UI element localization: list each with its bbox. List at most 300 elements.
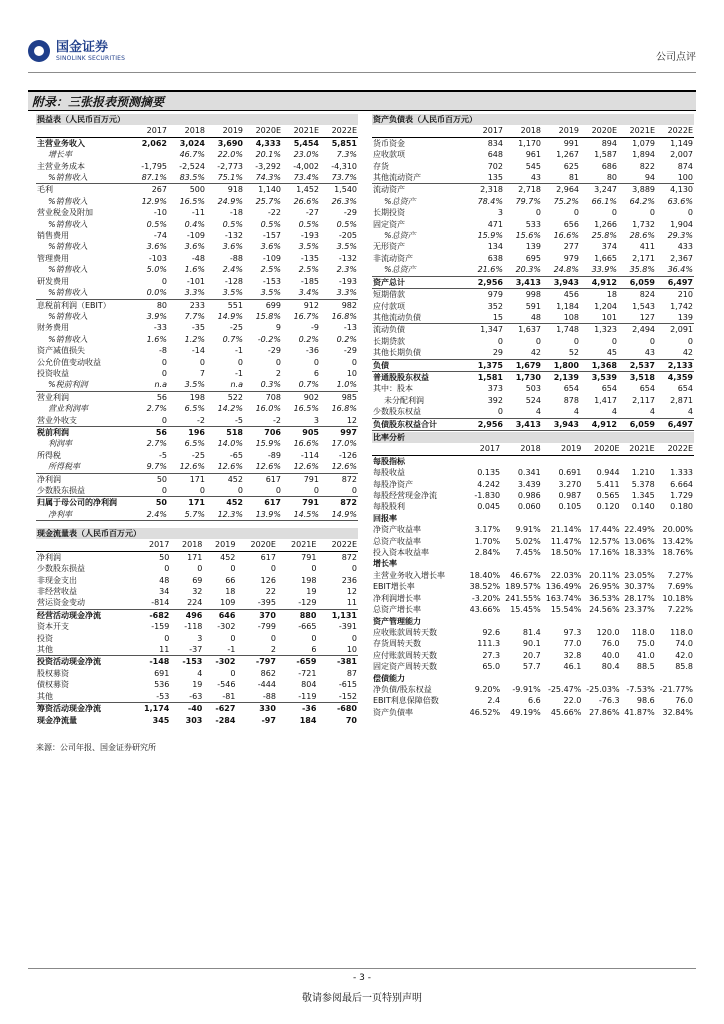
row-value: -101 [186, 276, 205, 286]
row-value: -13 [343, 323, 357, 333]
row-value: 64.2% [629, 196, 655, 206]
row-value: 50 [155, 498, 167, 508]
row-value: 75.0 [636, 639, 655, 649]
row-value: 686 [601, 161, 617, 171]
row-value: 87.1% [130, 172, 168, 184]
row-value: 14.9% [217, 311, 243, 321]
row-value: 14.2% [217, 404, 243, 414]
row-value: 0.7% [282, 379, 320, 391]
row-value: 100 [656, 172, 694, 184]
row-value: -185 [300, 276, 319, 286]
row-value: 0.045 [477, 502, 501, 512]
row-value: 15.9% [477, 231, 503, 241]
table-row [372, 695, 694, 706]
row-value: 411 [639, 242, 655, 252]
row-value: -391 [338, 622, 357, 632]
row-value: -132 [224, 231, 243, 241]
row-value: 21.6% [466, 264, 504, 276]
row-value: 0.135 [477, 468, 501, 478]
row-value: 874 [677, 161, 693, 171]
row-value: -25.47% [547, 684, 582, 694]
row-value: 0 [311, 564, 317, 574]
table-row [36, 391, 358, 403]
row-value: -721 [298, 668, 317, 678]
row-value: -118 [184, 622, 203, 632]
row-value: 496 [185, 610, 203, 620]
row-value: 94 [618, 172, 656, 184]
table-row [372, 418, 694, 430]
row-value: 3,889 [632, 185, 655, 195]
row-value: 3.5% [206, 287, 244, 299]
row-value: 6.5% [184, 439, 205, 449]
table-row [36, 172, 358, 184]
row-value: 1,581 [477, 372, 503, 382]
row-value: 5.02% [515, 536, 541, 546]
row-value: 22.49% [624, 525, 655, 535]
row-label: 每股股利 [373, 502, 405, 512]
row-value: 75.1% [206, 172, 244, 184]
row-value: -8 [159, 346, 167, 356]
table-row [372, 524, 694, 535]
table-row [372, 604, 694, 615]
row-value: -0.2% [257, 334, 281, 344]
row-value: 862 [260, 668, 276, 678]
table-row [36, 230, 358, 241]
row-value: 0 [311, 633, 317, 643]
row-value: 2.3% [336, 265, 357, 275]
row-value: -25 [191, 450, 205, 460]
row-value: 80 [156, 300, 167, 310]
row-value: 45 [580, 347, 618, 359]
row-value: 591 [525, 301, 541, 311]
row-value: 1,204 [594, 301, 617, 311]
row-value: -74 [153, 231, 167, 241]
row-value: 3 [497, 208, 503, 218]
row-value: 16.8% [331, 404, 357, 414]
row-value: 1,417 [594, 395, 617, 405]
row-value: 2.4% [130, 509, 168, 521]
row-value [130, 149, 168, 160]
row-value: 1,894 [632, 150, 655, 160]
row-value: 0.2% [298, 334, 319, 344]
row-value: 5,851 [331, 138, 357, 148]
row-label: %销售收入 [36, 287, 130, 299]
row-label: 非经营收益 [37, 587, 77, 597]
row-label: 净利润增长率 [373, 593, 421, 603]
row-value: 0.105 [558, 502, 582, 512]
row-value: 3.6% [260, 242, 281, 252]
row-label: 营业利润 [37, 392, 69, 402]
table-row [36, 586, 358, 597]
row-value: -11 [191, 208, 205, 218]
row-value: -444 [257, 680, 276, 690]
year-header: 2019 [542, 443, 583, 455]
row-value: 0 [649, 208, 655, 218]
row-label: 净利润 [37, 552, 61, 562]
table-row [36, 368, 358, 379]
row-value: 21.14% [550, 525, 582, 535]
row-value: 118.0 [670, 627, 693, 637]
row-value: 625 [563, 161, 579, 171]
row-value: -5 [206, 415, 244, 427]
row-value: -22 [267, 208, 281, 218]
row-value: -3.20% [471, 593, 501, 603]
table-row [36, 379, 358, 391]
row-value: 524 [525, 395, 541, 405]
row-value: 101 [580, 312, 618, 324]
row-value: 14.9% [320, 509, 358, 521]
row-value: 998 [525, 290, 541, 300]
row-label: 存货周转天数 [373, 639, 421, 649]
row-value: 41.0 [636, 650, 655, 660]
row-value: 3,024 [179, 138, 205, 148]
row-value: 0 [270, 633, 276, 643]
row-value: -36 [301, 704, 317, 714]
row-value: 656 [563, 219, 579, 229]
row-value: 352 [487, 301, 503, 311]
row-label: 经营活动现金净流 [37, 610, 101, 620]
row-value: 791 [303, 474, 319, 484]
row-label: 资产总计 [372, 276, 466, 288]
row-value: -680 [336, 704, 357, 714]
row-value: 894 [601, 138, 617, 148]
row-value: 3.5% [168, 379, 206, 391]
row-value: 0.986 [517, 491, 541, 501]
row-value: 824 [639, 290, 655, 300]
row-value: 3.6% [146, 242, 167, 252]
row-value: 3.6% [184, 242, 205, 252]
row-value: 1.6% [146, 334, 167, 344]
row-value: 979 [487, 290, 503, 300]
row-value: 872 [340, 498, 357, 508]
ratio-group-header [372, 455, 694, 467]
row-value: 26.3% [331, 196, 357, 206]
row-value: 12 [346, 587, 357, 597]
row-value: -665 [298, 622, 317, 632]
table-row [372, 359, 694, 371]
row-value: -88 [229, 253, 243, 263]
row-value: 12.6% [244, 461, 282, 473]
row-value: 4,912 [580, 418, 618, 430]
row-value: -205 [338, 231, 357, 241]
row-value: 56 [155, 427, 167, 437]
row-label: 投资 [37, 633, 53, 643]
row-value: 0 [237, 357, 243, 367]
row-value: 17.16% [589, 548, 620, 558]
row-value: 872 [341, 474, 357, 484]
row-label: 净资产收益率 [373, 525, 421, 535]
row-value: 1,149 [670, 138, 693, 148]
table-row [36, 609, 358, 621]
row-label: 债权募资 [37, 680, 69, 690]
row-value: 75.2% [553, 196, 579, 206]
row-value: 171 [188, 498, 205, 508]
row-value: 16.0% [255, 404, 281, 414]
row-value: -27 [305, 208, 319, 218]
table-row [372, 581, 694, 592]
row-value: 1.345 [631, 491, 655, 501]
row-value: 38.52% [469, 582, 501, 592]
row-label: 应收款项 [373, 150, 405, 160]
row-value: 0 [573, 208, 579, 218]
row-value: -103 [148, 253, 167, 263]
row-label: EBIT增长率 [373, 582, 415, 592]
row-value: 1,140 [258, 185, 281, 195]
row-value: 0 [275, 357, 281, 367]
row-value: -10 [153, 208, 167, 218]
year-header: 2018 [501, 443, 542, 455]
row-value: -302 [217, 622, 236, 632]
row-value: 32 [192, 587, 203, 597]
table-row [372, 230, 694, 241]
row-value: 0.140 [631, 502, 655, 512]
row-value: 16.7% [293, 311, 319, 321]
row-value: 22.0 [563, 696, 582, 706]
row-value: 18.50% [550, 548, 582, 558]
row-value: 5,454 [293, 138, 319, 148]
row-value: 70 [345, 715, 357, 725]
row-label: 净利率 [36, 509, 130, 521]
row-value: 0 [161, 368, 167, 378]
table-row [372, 312, 694, 324]
row-value: 6,497 [656, 418, 694, 430]
row-value: 706 [264, 427, 281, 437]
row-value: -36 [305, 346, 319, 356]
row-value: 277 [563, 242, 579, 252]
row-value: 16.6% [293, 439, 319, 449]
year-header: 2017 [466, 443, 501, 455]
row-value: -797 [255, 657, 276, 667]
row-label: %销售收入 [48, 334, 88, 344]
row-value: 79.7% [515, 196, 541, 206]
row-value: 0 [535, 336, 541, 346]
row-label: 每股净资产 [373, 479, 413, 489]
table-row [372, 276, 694, 288]
table-row [372, 479, 694, 490]
row-value: 991 [563, 138, 579, 148]
row-value: -659 [296, 657, 317, 667]
table-row [372, 547, 694, 558]
year-header: 2020E [582, 443, 620, 455]
row-value: 12 [320, 415, 358, 427]
row-value: 7.45% [515, 548, 541, 558]
row-value: 695 [525, 253, 541, 263]
year-header-row [36, 539, 358, 551]
row-value: 210 [677, 290, 693, 300]
table-row [372, 467, 694, 478]
year-header: 2018 [168, 125, 206, 137]
year-header: 2018 [504, 125, 542, 137]
row-value: 27.3 [482, 650, 501, 660]
row-value: 3,943 [542, 418, 580, 430]
row-value: 12.6% [282, 461, 320, 473]
row-value: 46.7% [179, 150, 205, 160]
row-value: 20.7 [522, 650, 541, 660]
row-value: 13.9% [244, 509, 282, 521]
row-value: 3.439 [517, 479, 541, 489]
year-header-row [372, 125, 694, 137]
row-value: -627 [215, 704, 236, 714]
row-value: -1.830 [474, 491, 501, 501]
table-row [372, 347, 694, 359]
row-value: 92.6 [482, 627, 501, 637]
row-value: 702 [487, 161, 503, 171]
row-value: 0.7% [222, 334, 243, 344]
row-value: 43.66% [469, 605, 501, 615]
row-value: 1,266 [594, 219, 617, 229]
row-value: 41.87% [624, 707, 655, 717]
year-header: 2021E [282, 125, 320, 137]
row-value: 127 [618, 312, 656, 324]
row-value: -2 [244, 415, 282, 427]
row-value: 0.2% [336, 334, 357, 344]
row-value: 2,956 [466, 276, 504, 288]
row-value: 0 [206, 485, 244, 497]
table-row [36, 509, 358, 521]
row-value: 6 [277, 644, 318, 656]
row-label: 流动资产 [373, 185, 405, 195]
section-title: 附录：三张报表预测摘要 [32, 95, 165, 109]
row-value: 241.55% [505, 593, 541, 603]
row-value: 4 [618, 406, 656, 418]
row-value: 29.3% [667, 231, 693, 241]
row-label: 无形资产 [373, 242, 405, 252]
section-title-bar [28, 90, 696, 111]
row-value: 40.0 [601, 650, 620, 660]
row-value: 196 [188, 427, 205, 437]
row-value: 42 [656, 347, 694, 359]
row-value: 12.9% [141, 196, 167, 206]
disclaimer-note: 敬请参阅最后一页特别声明 [302, 993, 422, 1004]
table-row [372, 241, 694, 252]
logo-en: SINOLINK SECURITIES [56, 54, 126, 62]
row-value: -29 [343, 346, 357, 356]
row-value: 15.45% [510, 605, 541, 615]
row-value: 48 [159, 575, 170, 585]
row-value: 56 [156, 392, 167, 402]
table-row [36, 563, 358, 574]
row-value: -395 [236, 597, 277, 609]
row-value: 1,637 [518, 325, 541, 335]
row-label: 主营业务收入增长率 [373, 570, 445, 580]
row-value: 0.3% [244, 379, 282, 391]
row-value: 654 [677, 384, 693, 394]
row-value: 88.5 [636, 662, 655, 672]
row-value: 0 [313, 357, 319, 367]
row-value: 536 [154, 680, 170, 690]
row-value: 3,413 [504, 276, 542, 288]
row-value: 6,497 [656, 276, 694, 288]
document-type: 公司点评 [656, 52, 696, 63]
year-header: 2022E [656, 443, 694, 455]
row-value: 1,267 [556, 150, 579, 160]
row-value: 3,413 [504, 418, 542, 430]
row-label: 营业税金及附加 [37, 208, 93, 218]
row-value: 10 [317, 644, 358, 656]
row-value: 617 [265, 474, 281, 484]
logo-cn: 国金证券 [56, 39, 109, 55]
table-row [36, 450, 358, 461]
row-value: 0 [320, 485, 358, 497]
table-row [372, 207, 694, 218]
row-value: 533 [525, 219, 541, 229]
row-value: 5.7% [168, 509, 206, 521]
table-row [372, 149, 694, 160]
ratio-group-header [372, 616, 694, 627]
row-value: 2,139 [553, 372, 579, 382]
row-value: 654 [563, 384, 579, 394]
row-value: -81 [203, 691, 236, 703]
row-value: 5.411 [596, 479, 620, 489]
row-value: 184 [299, 715, 317, 725]
row-value: -193 [300, 231, 319, 241]
row-value: 4,912 [580, 276, 618, 288]
row-label: 总资产收益率 [373, 536, 421, 546]
row-value: 452 [227, 474, 243, 484]
year-header: 2018 [170, 539, 203, 551]
year-header: 2021E [277, 539, 318, 551]
row-value: -126 [338, 450, 357, 460]
row-value: 872 [341, 552, 357, 562]
row-label: 净利润 [37, 474, 61, 484]
row-value: 1,665 [594, 253, 617, 263]
row-value: 6,059 [618, 276, 656, 288]
row-value: -5 [159, 450, 167, 460]
row-value: -546 [217, 680, 236, 690]
ratio-group-label: 每股指标 [373, 456, 405, 466]
row-value: 0 [161, 276, 167, 286]
ratio-analysis-table [372, 432, 694, 718]
row-label: 每股经营现金净流 [373, 491, 437, 501]
row-value: 19 [306, 587, 317, 597]
row-value: 1,742 [670, 301, 693, 311]
row-value: -135 [300, 253, 319, 263]
row-value: 57.7 [522, 662, 541, 672]
row-label: %销售收入 [48, 311, 88, 321]
row-value: 374 [601, 242, 617, 252]
row-value: 4 [504, 406, 542, 418]
row-label: 营业利润率 [48, 404, 88, 414]
row-value: 43 [618, 347, 656, 359]
row-value: 500 [189, 185, 205, 195]
row-value: 1,347 [480, 325, 503, 335]
row-value: 120.0 [596, 627, 620, 637]
row-value: 3.5% [244, 287, 282, 299]
row-label: %总资产 [384, 231, 416, 241]
row-value: 15.54% [550, 605, 582, 615]
row-label: 资产负债率 [373, 707, 413, 717]
company-logo [28, 40, 125, 62]
year-header: 2020E [236, 539, 277, 551]
row-value: 1.70% [474, 536, 501, 546]
row-value: 73.7% [320, 172, 358, 184]
table-row [36, 473, 358, 485]
row-value: 26.95% [589, 582, 620, 592]
row-value: 0.120 [596, 502, 620, 512]
row-value: 2,964 [556, 185, 579, 195]
row-value: 638 [487, 253, 503, 263]
table-row [36, 403, 358, 414]
row-value: 2,956 [466, 418, 504, 430]
row-value: 108 [542, 312, 580, 324]
row-value: 0 [230, 633, 236, 643]
row-value: 0.5% [146, 219, 167, 229]
ratio-group-label: 资产管理能力 [373, 616, 421, 626]
row-value: 4.242 [477, 479, 501, 489]
year-header: 2019 [542, 125, 580, 137]
row-value: 189.57% [505, 582, 541, 592]
table-row [36, 668, 358, 679]
